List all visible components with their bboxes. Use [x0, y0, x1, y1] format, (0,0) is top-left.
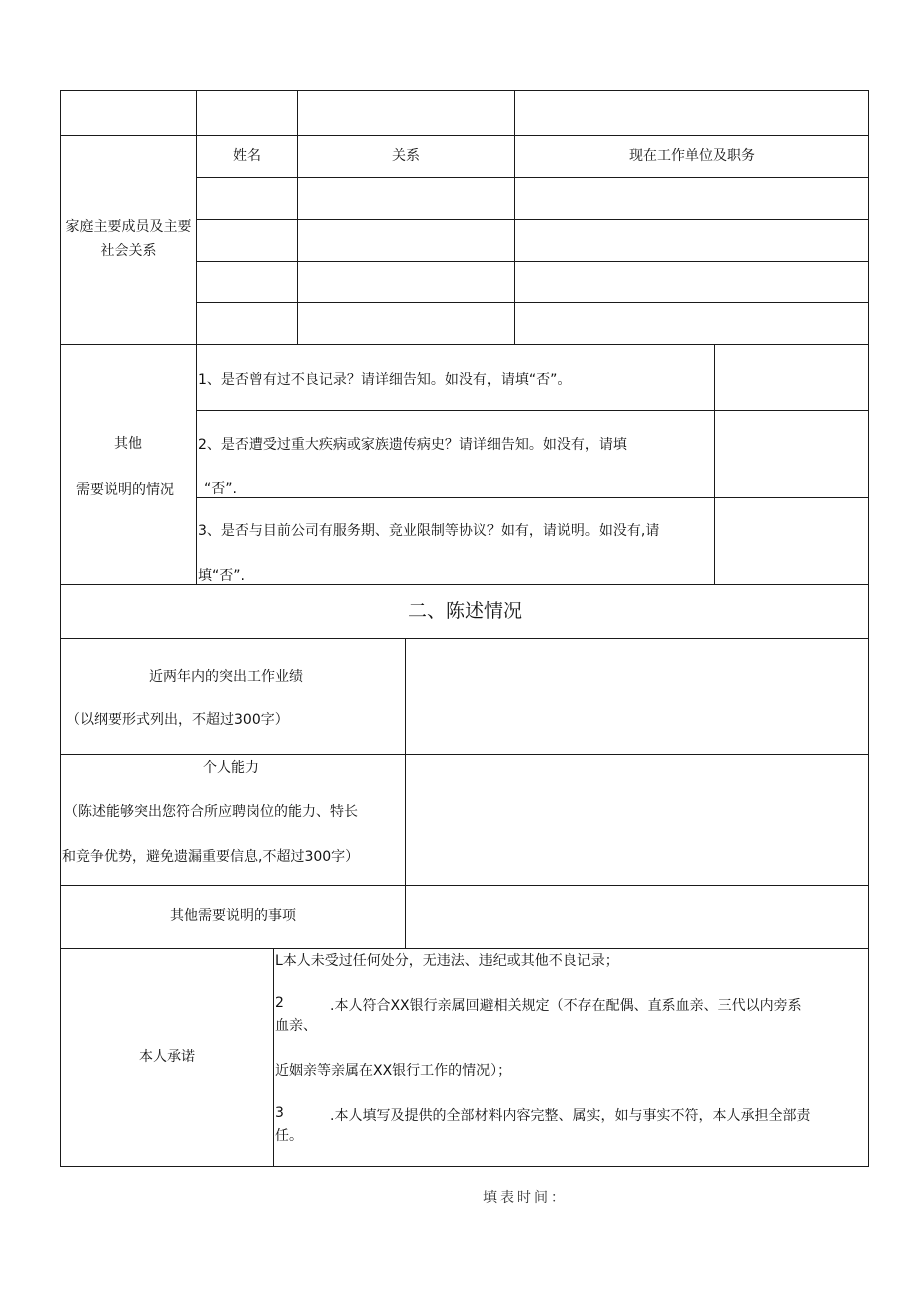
question-3-line1: 3、是否与目前公司有服务期、竞业限制等协议？如有，请说明。如没有,请 [198, 523, 660, 539]
family-name-cell[interactable] [197, 262, 297, 302]
promise-label: 本人承诺 [139, 1049, 195, 1066]
input-cell[interactable] [298, 91, 514, 135]
family-relation-cell[interactable] [298, 303, 514, 344]
promise-item-2-line2: 血亲、 [275, 1018, 317, 1034]
answer-cell-3[interactable] [715, 498, 869, 584]
promise-item-2-line3: 近姻亲等亲属在XX银行工作的情况）； [275, 1063, 512, 1079]
fill-date-label: 填表时间： [483, 1190, 568, 1206]
question-2-line1: 2、是否遭受过重大疾病或家族遗传病史？请详细告知。如没有，请填 [198, 437, 627, 453]
grid-line [273, 948, 274, 1167]
other-matters-input[interactable] [406, 886, 869, 948]
promise-item-3-line2: 任。 [275, 1128, 303, 1144]
other-matters-label: 其他需要说明的事项 [170, 908, 296, 925]
input-cell[interactable] [197, 91, 297, 135]
family-name-cell[interactable] [197, 303, 297, 344]
promise-item-2-number: 2 [275, 995, 284, 1011]
family-work-cell[interactable] [515, 303, 869, 344]
family-relation-cell[interactable] [298, 220, 514, 261]
promise-item-1: L本人未受过任何处分，无违法、违纪或其他不良记录； [275, 953, 619, 969]
column-header-name: 姓名 [233, 147, 261, 164]
achievement-input[interactable] [406, 639, 869, 754]
question-2-line2: “否”. [204, 481, 237, 497]
promise-item-2-line1: .本人符合XX银行亲属回避相关规定（不存在配偶、直系血亲、三代以内旁系 [330, 998, 802, 1014]
input-cell[interactable] [515, 91, 869, 135]
column-header-work: 现在工作单位及职务 [629, 147, 755, 164]
question-1: 1、是否曾有过不良记录？请详细告知。如没有，请填“否”。 [198, 372, 572, 388]
achievement-label-line1: 近两年内的突出工作业绩 [149, 669, 303, 685]
answer-cell-2[interactable] [715, 411, 869, 497]
family-work-cell[interactable] [515, 262, 869, 302]
ability-label-line2: （陈述能够突出您符合所应聘岗位的能力、特长 [64, 804, 358, 820]
column-header-relation: 关系 [392, 147, 420, 164]
answer-cell-1[interactable] [715, 345, 869, 410]
family-section-label-text: 家庭主要成员及主要社会关系 [65, 219, 192, 259]
family-relation-cell[interactable] [298, 178, 514, 219]
promise-item-3-number: 3 [275, 1105, 284, 1121]
family-name-cell[interactable] [197, 178, 297, 219]
family-work-cell[interactable] [515, 220, 869, 261]
ability-label-line1: 个人能力 [203, 760, 259, 776]
statement-section-title: 二、陈述情况 [407, 600, 522, 623]
other-info-label-line2: 需要说明的情况 [76, 482, 174, 498]
family-work-cell[interactable] [515, 178, 869, 219]
achievement-label-line2: （以纲要形式列出，不超过300字） [66, 712, 289, 728]
family-relation-cell[interactable] [298, 262, 514, 302]
ability-input[interactable] [406, 755, 869, 885]
family-name-cell[interactable] [197, 220, 297, 261]
other-info-label-line1: 其他 [114, 436, 142, 452]
input-cell[interactable] [61, 91, 196, 135]
promise-item-3-line1: .本人填写及提供的全部材料内容完整、属实，如与事实不符，本人承担全部责 [330, 1108, 811, 1124]
question-3-line2: 填“否”. [198, 568, 245, 584]
family-section-label [61, 136, 196, 344]
ability-label-line3: 和竞争优势，避免遗漏重要信息,不超过300字） [62, 849, 360, 865]
